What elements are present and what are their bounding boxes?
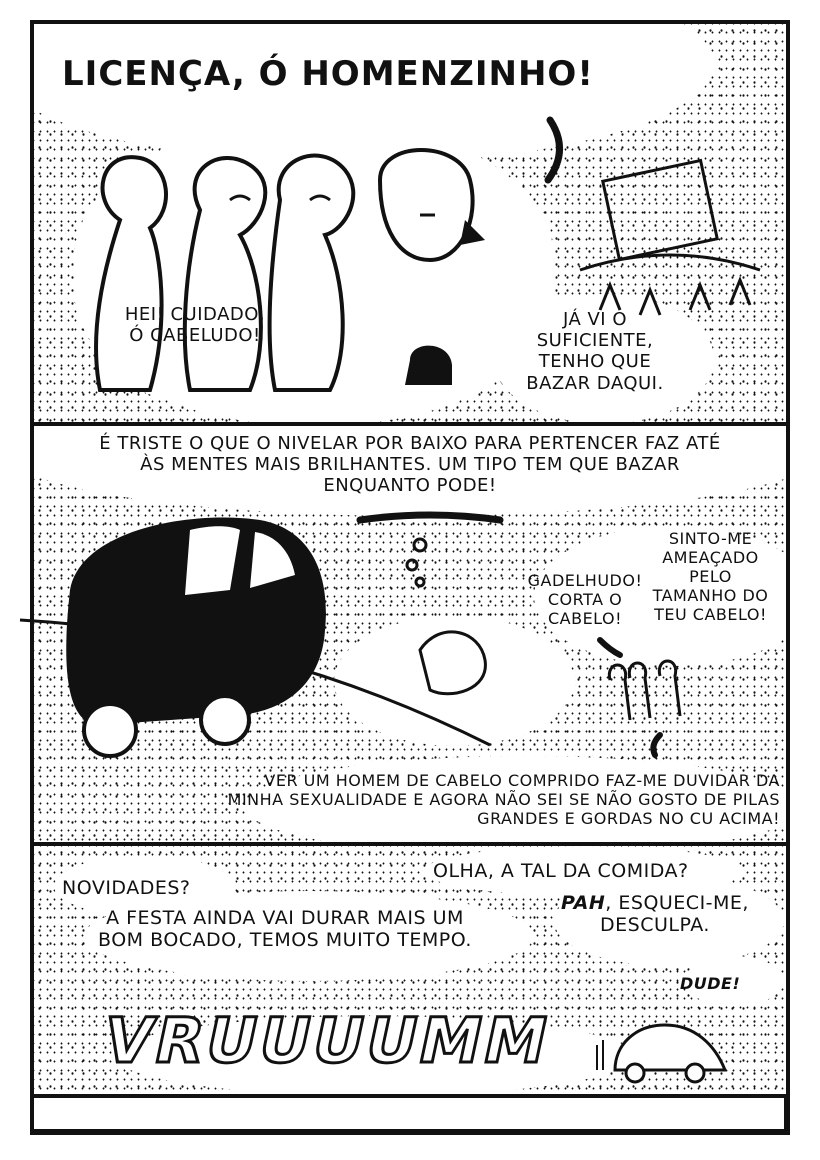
bubble-line: AMEAÇADO [662,547,759,567]
bubble-line: HEI! CUIDADO, [124,304,266,325]
panel-divider [30,1094,790,1098]
hecklers-illustration [590,640,720,760]
pah-text: PAH [561,892,606,914]
page-title: LICENÇA, Ó HOMENZINHO! [62,54,594,94]
caption-line: GRANDES E GORDAS NO CU ACIMA! [477,808,780,828]
caption-line: ÀS MENTES MAIS BRILHANTES. UM TIPO TEM QUE BAZAR [140,454,680,476]
speech-festa [75,907,495,952]
bubble-line: DESCULPA. [600,914,710,937]
speech-novidades: NOVIDADES? [62,877,191,899]
bus-illustration [40,500,520,760]
bubble-line: TEU CABELO! [654,604,767,624]
bubble-line: CABELO! [547,608,623,628]
caption-line: MINHA SEXUALIDADE E AGORA NÃO SEI SE NÃO GOSTO DE PILAS [227,789,780,809]
speech-bubble-cuidado [110,304,280,346]
speech-olha: OLHA, A TAL DA COMIDA? [433,860,689,882]
crowd-figures-illustration [80,140,540,410]
caption-line: É TRISTE O QUE O NIVELAR POR BAIXO PARA PERTENCER FAZ ATÉ [99,433,721,454]
bubble-line: PELO [689,566,732,586]
bubble-line: CORTA O [547,589,623,609]
narration-caption-bottom [228,772,780,829]
bubble-line: BOM BOCADO, TEMOS MUITO TEMPO. [98,929,472,952]
speech-bubble-ameacado [648,530,773,624]
caption-line: VER UM HOMEM DE CABELO COMPRIDO FAZ-ME DUVIDAR DA [264,771,780,790]
esqueci-text: , ESQUECI-ME, [605,892,749,914]
bubble-line: TAMANHO DO [652,585,769,605]
bubble-line: TENHO QUE [538,351,652,373]
narration-caption-top [40,433,780,497]
bubble-line: BAZAR DAQUI. [526,372,664,394]
sound-effect-vruuumm: VRUUUUMM [97,1004,558,1077]
bubble-line: A FESTA AINDA VAI DURAR MAIS UM [106,907,464,929]
bubble-line: SINTO-ME [668,529,753,548]
caption-line: ENQUANTO PODE! [323,475,497,497]
bubble-line: JÁ VI O [562,309,628,330]
car-illustration [595,1015,735,1090]
bubble-line: SUFICIENTE, [536,330,654,352]
speech-bubble-bazar [505,309,685,394]
speech-esqueci [540,892,770,937]
speech-dude: DUDE! [680,974,741,993]
speech-bubble-gadelhudo [525,572,645,629]
bubble-line [540,892,770,914]
bubble-line: GADELHUDO! [527,571,643,590]
bubble-line: Ó CABELUDO! [129,325,261,347]
